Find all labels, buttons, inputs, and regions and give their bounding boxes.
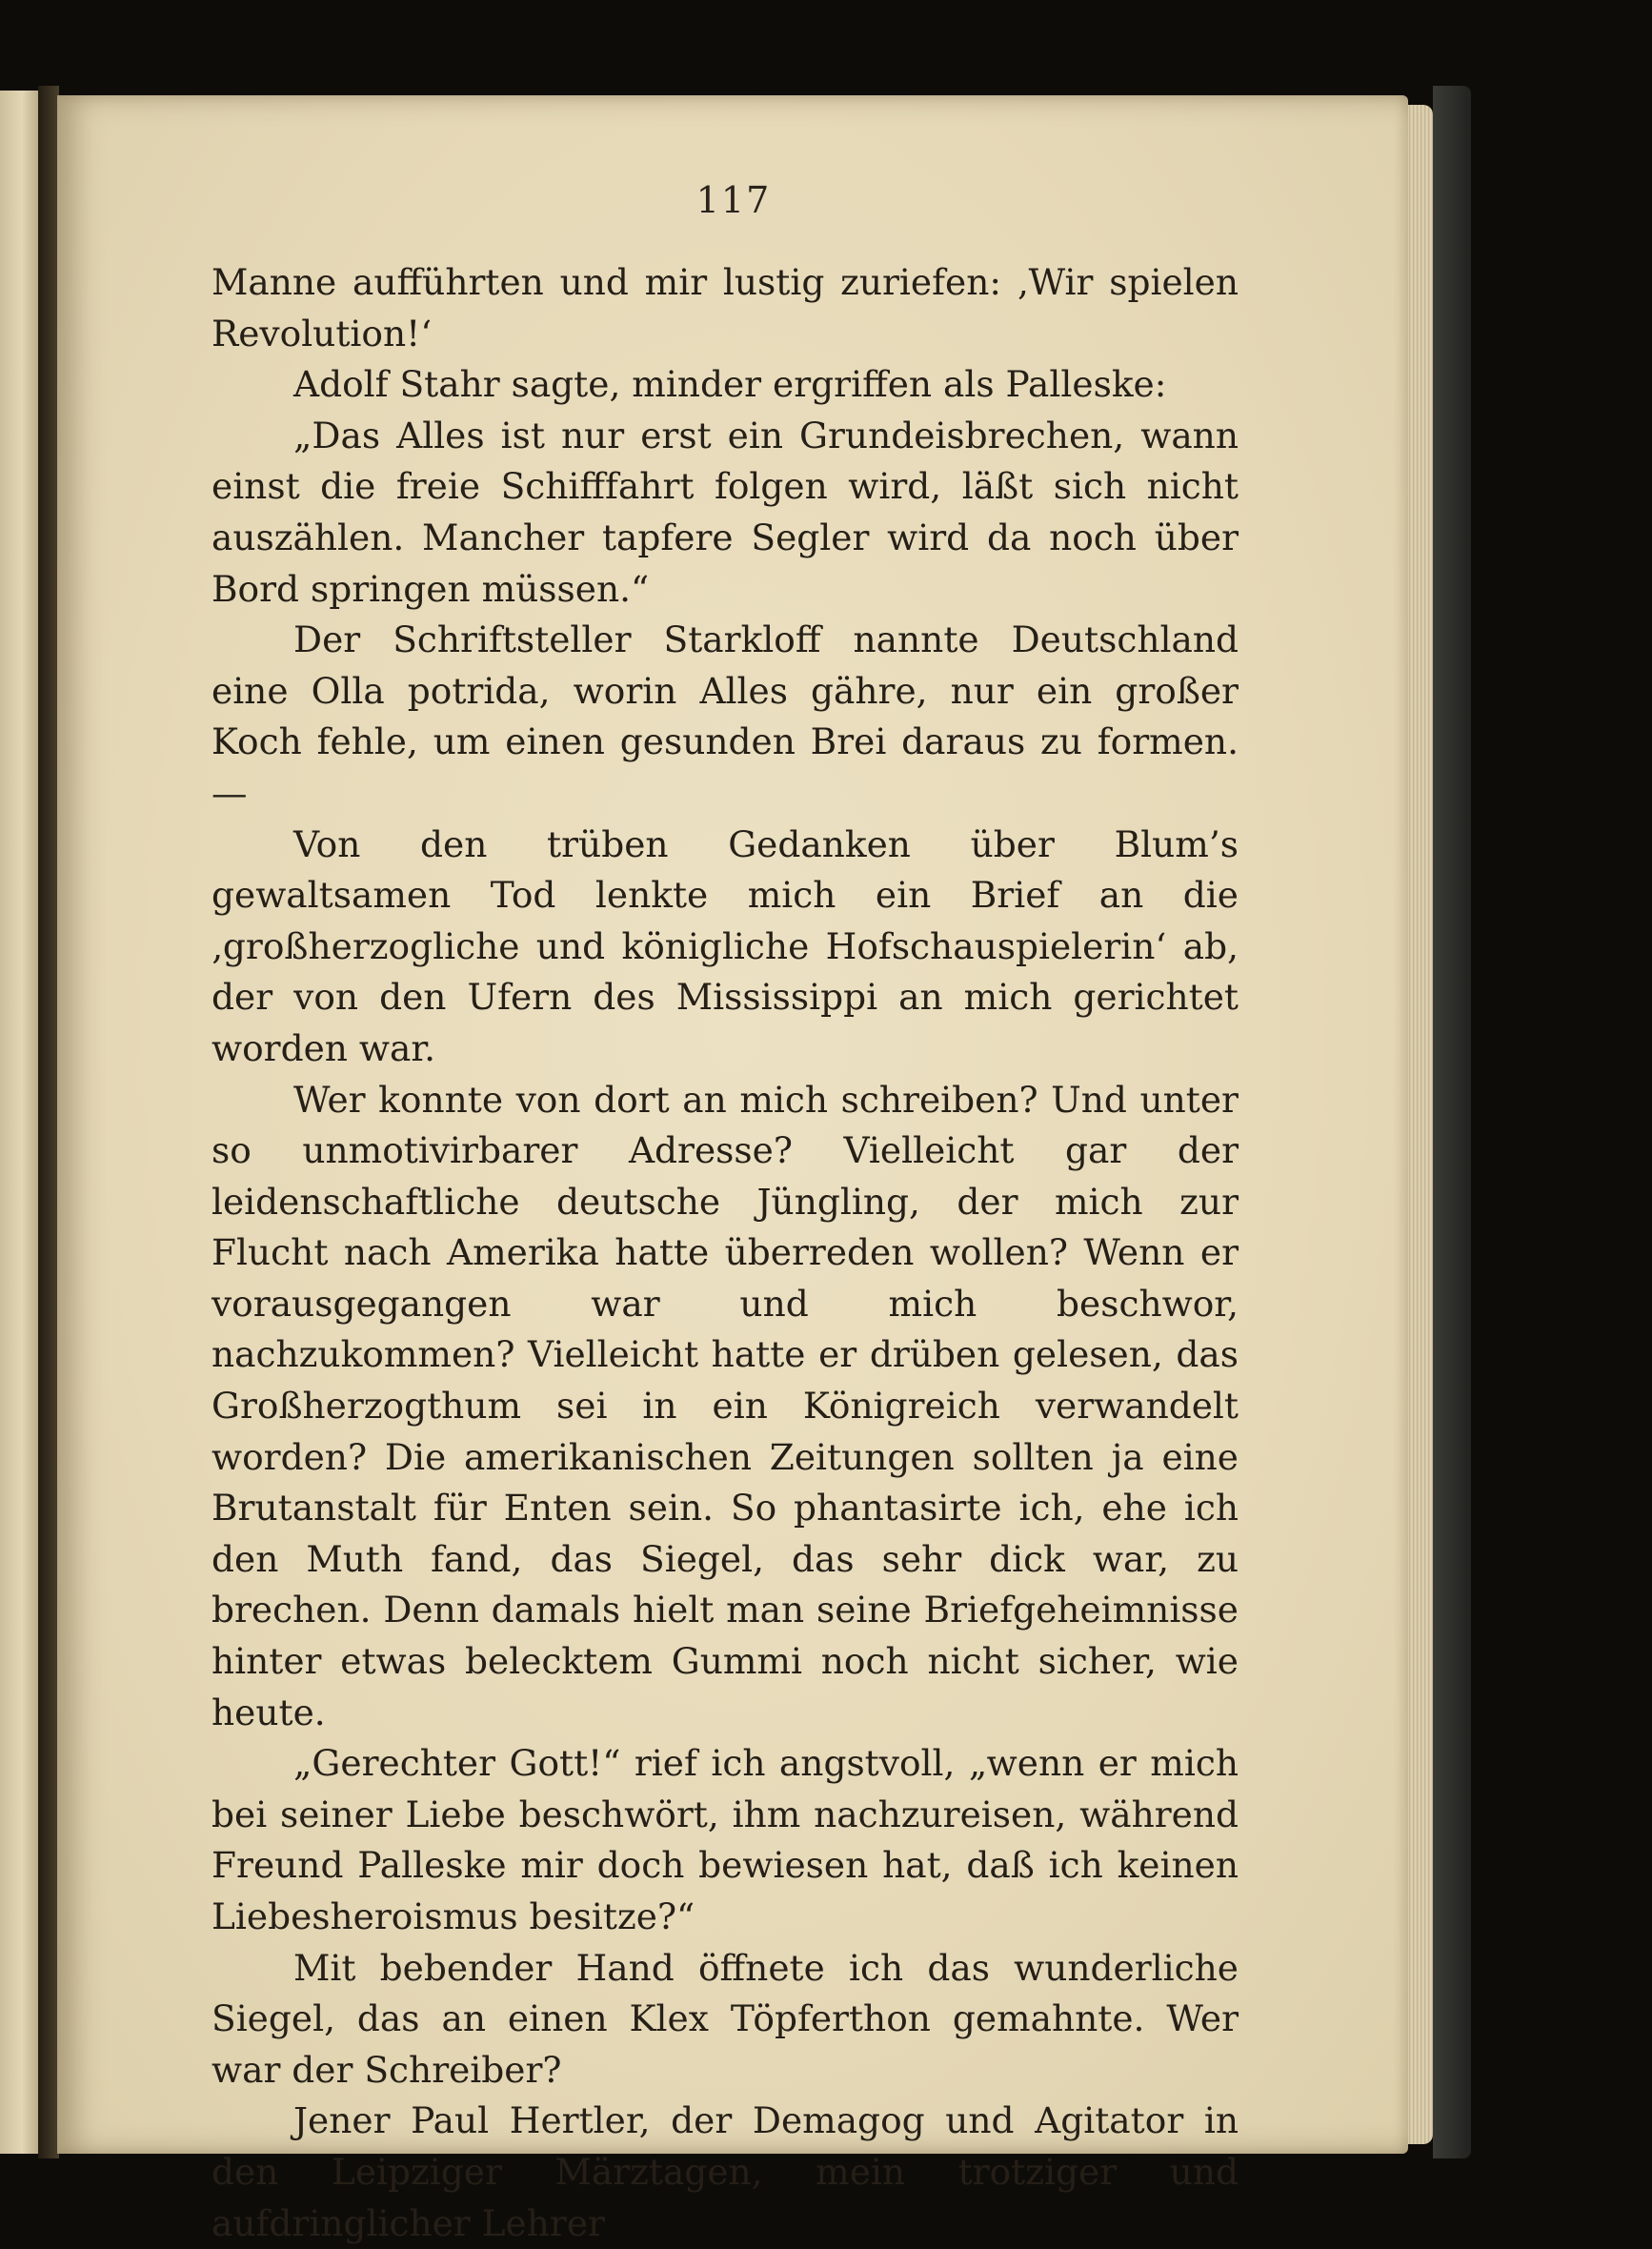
- paragraph: Wer konnte von dort an mich schreiben? Und unter so unmotivirbarer Adresse? Vielleicht gar der leidenschaftliche deutsche Jüngling, der mich zur Flucht nach Amerika hatte überreden wollen? Wenn er vorausgegangen war und mich beschwor, nachzukommen? Vielleicht hatte er drüben gelesen, das Großherzogthum sei in ein Königreich verwandelt worden? Die amerikanischen Zeitungen sollten ja eine Brutanstalt für Enten sein. So phantasirte ich, ehe ich den Muth fand, das Siegel, das sehr dick war, zu brechen. Denn damals hielt man seine Briefgeheimnisse hinter etwas belecktem Gummi noch nicht sicher, wie heute.: [212, 1078, 1239, 1733]
- page-stack-edge: [1406, 105, 1433, 2144]
- paragraph: Von den trüben Gedanken über Blum’s gewaltsamen Tod lenkte mich ein Brief an die ‚großherzogliche und königliche Hofschauspielerin‘ ab, der von den Ufern des Mississippi an mich gerichtet worden war.: [212, 822, 1239, 1069]
- book-cover-edge: [1433, 86, 1471, 2158]
- paragraph: Adolf Stahr sagte, minder ergriffen als Palleske:: [293, 363, 1167, 406]
- paragraph: Mit bebender Hand öffnete ich das wunderliche Siegel, das an einen Klex Töpferthon gemahnte. Wer war der Schreiber?: [212, 1946, 1239, 2091]
- page-text: [212, 257, 1239, 2249]
- paragraph: Jener Paul Hertler, der Demagog und Agitator in den Leipziger Märztagen, mein trotziger und aufdringlicher Lehrer: [212, 2099, 1239, 2244]
- book-gutter: [38, 86, 59, 2158]
- paragraph: „Gerechter Gott!“ rief ich angstvoll, „wenn er mich bei seiner Liebe beschwört, ihm nachzureisen, während Freund Palleske mir doch bewiesen hat, daß ich keinen Liebesheroismus besitze?“: [212, 1742, 1239, 1937]
- paragraph: Der Schriftsteller Starkloff nannte Deutschland eine Olla potrida, worin Alles gähre, nur ein großer Koch fehle, um einen gesunden Brei daraus zu formen. —: [212, 618, 1239, 814]
- facing-page-edge: [0, 91, 40, 2154]
- paragraph: „Das Alles ist nur erst ein Grundeisbrechen, wann einst die freie Schifffahrt folgen wird, läßt sich nicht auszählen. Mancher tapfere Segler wird da noch über Bord springen müssen.“: [212, 414, 1239, 610]
- paragraph: Manne aufführten und mir lustig zuriefen: ‚Wir spielen Revolution!‘: [212, 261, 1239, 355]
- page-number: 117: [695, 179, 772, 221]
